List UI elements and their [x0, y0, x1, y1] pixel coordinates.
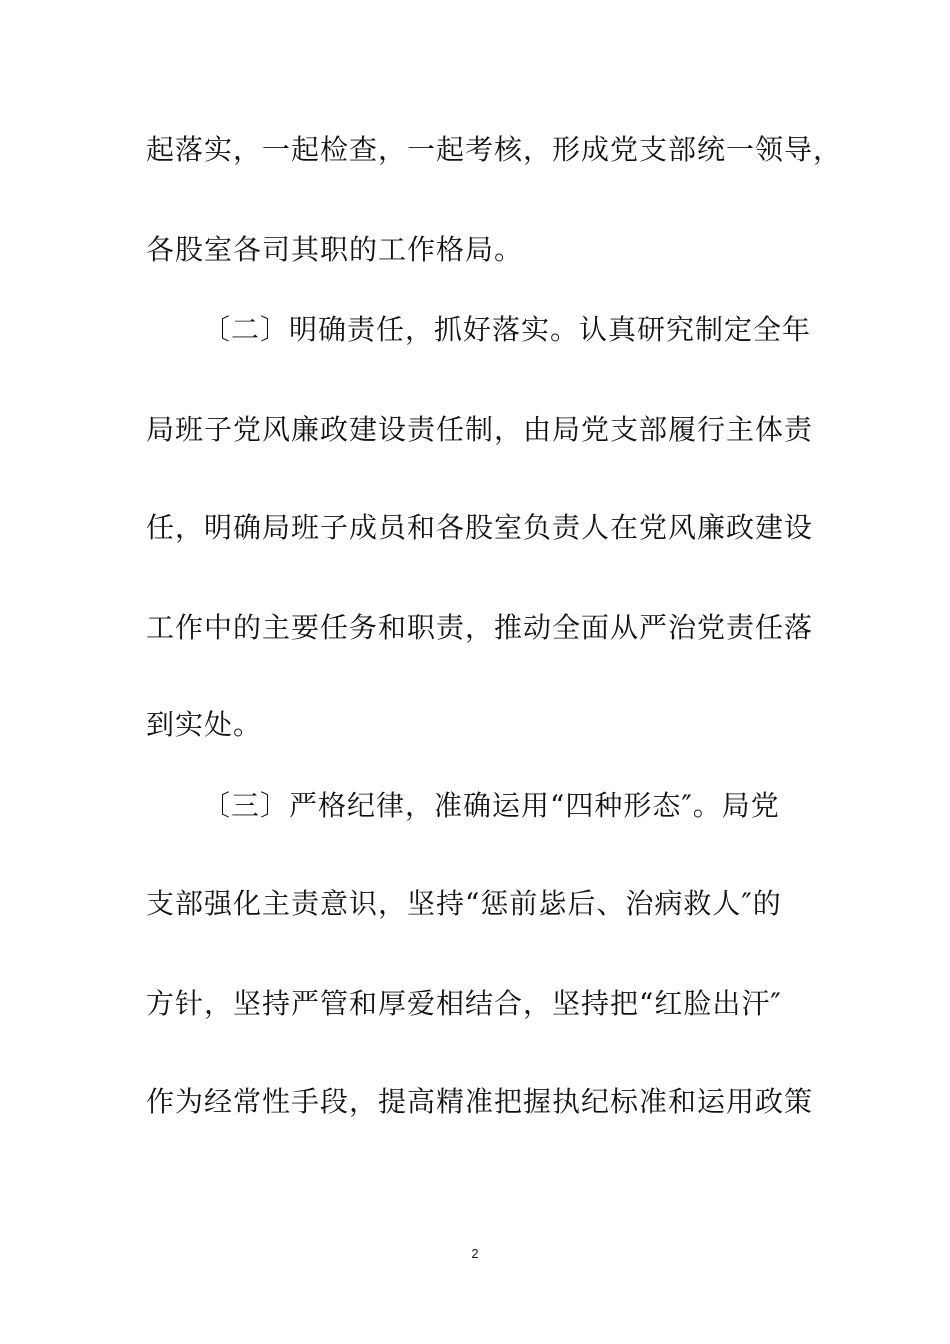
text-line-10: 方针，坚持严管和厚爱相结合，坚持把“红脸出汗″	[146, 987, 782, 1020]
text-line-8-paragraph-3: 〔三〕严格纪律，准确运用“四种形态″。局党	[202, 789, 780, 822]
text-line-1: 起落实，一起检查，一起考核，形成党支部统一领导，	[146, 133, 843, 166]
text-line-5: 任，明确局班子成员和各股室负责人在党风廉政建设	[146, 511, 814, 544]
text-line-3-paragraph-2: 〔二〕明确责任，抓好落实。认真研究制定全年	[202, 313, 812, 346]
text-line-7: 到实处。	[146, 708, 263, 741]
text-line-11: 作为经常性手段，提高精准把握执纪标准和运用政策	[146, 1085, 814, 1118]
text-line-4: 局班子党风廉政建设责任制，由局党支部履行主体责	[146, 413, 814, 446]
text-line-9: 支部强化主责意识，坚持“惩前毖后、治病救人″的	[146, 887, 782, 920]
text-line-2: 各股室各司其职的工作格局。	[146, 233, 524, 266]
page-number: 2	[471, 1246, 479, 1261]
text-line-6: 工作中的主要任务和职责，推动全面从严治党责任落	[146, 611, 814, 644]
